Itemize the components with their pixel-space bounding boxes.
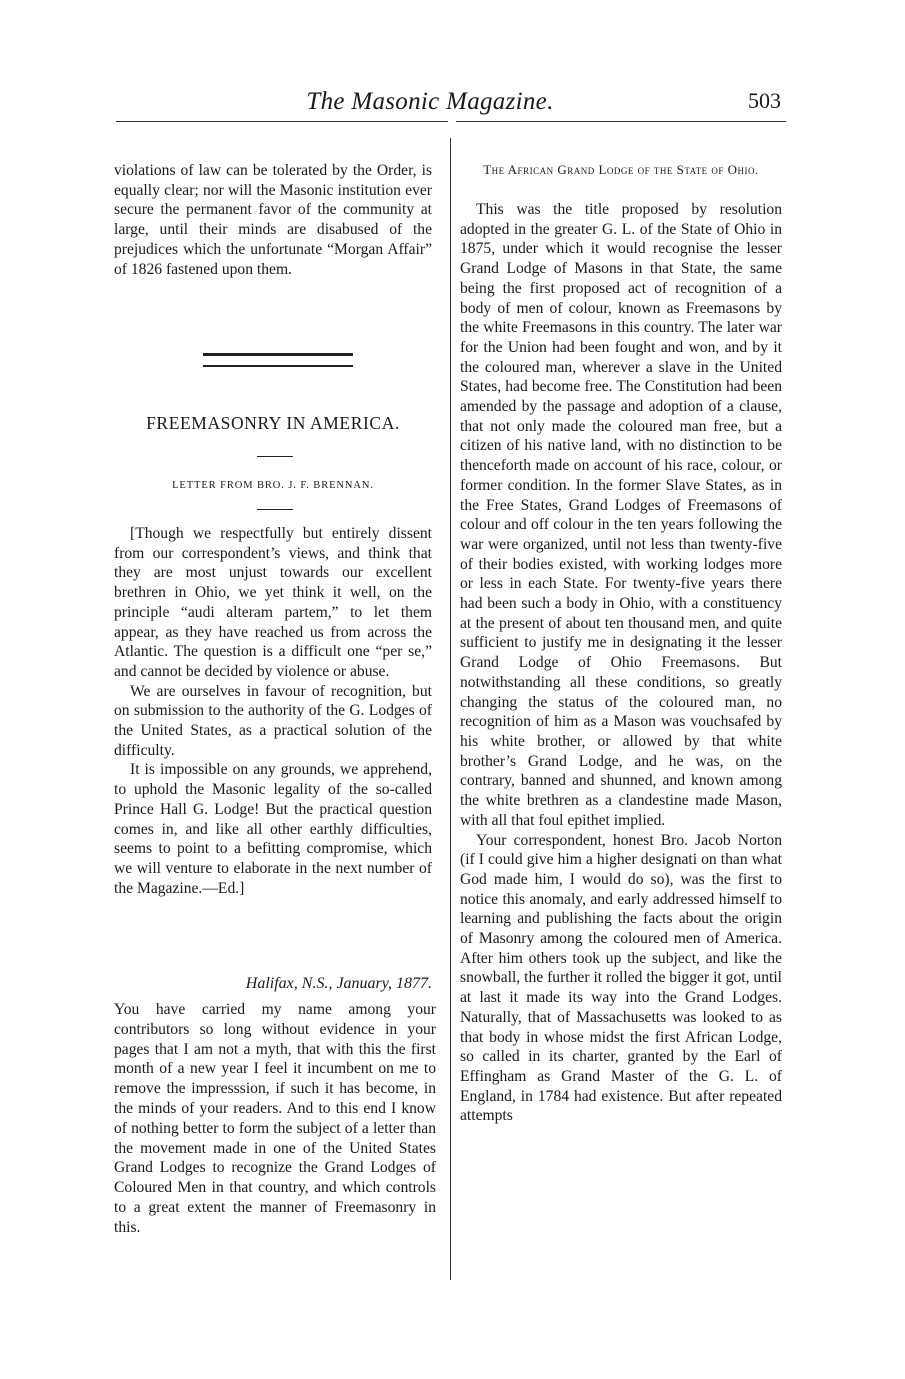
editor-note-paragraph: We are ourselves in favour of recognition, but on submission to the authority of the G. Lodges of the United States, as a practical solution of the difficulty. (114, 682, 432, 759)
page-number: 503 (748, 88, 781, 113)
header-rule-right (456, 121, 786, 122)
header-rule-left (116, 121, 448, 122)
column-divider (450, 138, 451, 1280)
section-separator-double-rule (203, 353, 353, 367)
body-paragraph: Your correspondent, honest Bro. Jacob Norton (if I could give him a higher designati on than what God made him, I would do so), was the first to notice this anomaly, and early addressed himself to learning and publishing the facts about the origin of Masonry among the coloured men of America. After him others took up the subject, and like the snowball, the further it rolled the bigger it got, until at last it made its way into the Grand Lodges. Naturally, that of Massachusetts was looked to as that body in whose midst the first African Lodge, so called in its charter, granted by the Earl of Effingham as Grand Master of the G. L. of England, in 1784 had existence. But after repeated attempts (460, 831, 782, 1125)
running-head-title: The Masonic Magazine. (306, 88, 554, 115)
left-column-continued-text (114, 161, 432, 279)
editor-note-paragraph: It is impossible on any grounds, we apprehend, to uphold the Masonic legality of the so-called Prince Hall G. Lodge! But the practical question comes in, and like all other earthly difficulties, seems to point to a befitting compromise, which we will venture to elaborate in the next number of the Magazine.—Ed.] (114, 761, 432, 897)
editor-note (114, 524, 432, 898)
subsection-heading: The African Grand Lodge of the State of Ohio. (483, 162, 759, 177)
letter-opening (114, 1000, 436, 1238)
right-column-body (460, 200, 782, 1126)
byline-short-rule (257, 509, 293, 510)
editor-note-paragraph: [Though we respectfully but entirely dissent from our correspondent’s views, and think that they are most unjust towards our excellent brethren in Ohio, we yet think it well, on the principle “audi alteram partem,” to let them appear, as they have reached us from across the Atlantic. The question is a difficult one “per se,” and cannot be decided by violence or abuse. (114, 525, 432, 680)
letter-opening-paragraph: You have carried my name among your contributors so long without evidence in your pages that I am not a myth, that with this the first month of a new year I feel it incumbent on me to remove the impresssion, if such it has become, in the minds of your readers. And to this end I know of nothing better to form the subject of a letter than the movement made in one of the United States Grand Lodges to recognize the Grand Lodges of Coloured Men in that country, and which controls to a great extent the manner of Freemasonry in this. (114, 1001, 436, 1236)
article-byline: LETTER FROM BRO. J. F. BRENNAN. (172, 480, 374, 491)
body-paragraph: This was the title proposed by resolution adopted in the greater G. L. of the State of Ohio in 1875, under which it would recognise the lesser Grand Lodge of Masons in that State, the same being the first proposed act of recognition of a body of men of colour, known as Freemasons by the white Freemasons in this country. The later war for the Union had been fought and won, and by it the coloured man, wherever a slave in the United States, had become free. The Constitution had been amended by the passage and adoption of a clause, that not only made the coloured man free, but a citizen of his native land, with no distinction to be thenceforth made on account of his race, colour, or former condition. In the former Slave States, as in the Free States, Grand Lodges of Freemasons of colour and off colour in the ten years following the war were organized, until not less than twenty-five of their bodies existed, with working lodges more or less in each State. For twenty-five years there had been such a body in Ohio, with a constituency at the present of about ten thousand men, and quite sufficient to justify me in designating it the lesser Grand Lodge of Ohio Freemasons. But notwithstanding all these conditions, so greatly changing the status of the coloured man, no recognition of him as a Mason was vouchsafed by his white brother, or allowed by that white brother’s Grand Lodge, and he was, on the contrary, banned and shunned, and known among the white brethren as a clandestine made Mason, with all that foul epithet implied. (460, 201, 782, 829)
continued-paragraph: violations of law can be tolerated by the Order, is equally clear; nor will the Masonic institution ever secure the permanent favor of the community at large, until their minds are disabused of the prejudices which the unfortunate “Morgan Affair” of 1826 fastened upon them. (114, 162, 432, 278)
letter-dateline: Halifax, N.S., January, 1877. (245, 975, 432, 992)
article-title: FREEMASONRY IN AMERICA. (146, 413, 400, 433)
title-short-rule (257, 456, 293, 457)
